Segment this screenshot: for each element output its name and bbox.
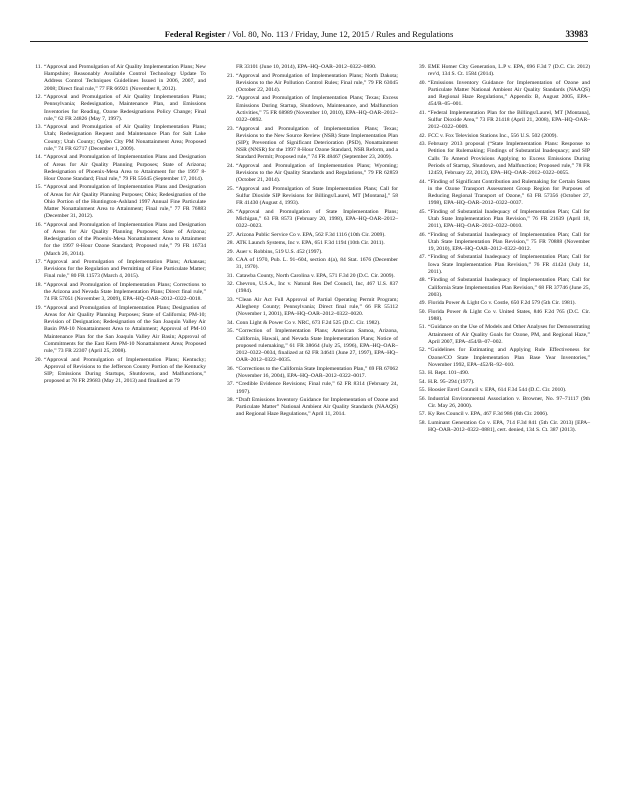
- reference-text: Ky Res Council v. EPA, 467 F.3d 986 (6th Cir. 2006).: [428, 411, 549, 418]
- reference-text: “Approval and Promulgation of Implementation Plans; Texas; Revisions to the New Source Review (NSR) State Implementation Plan (SIP); Prevention of Significant Deterioration (PSD), Nonattainment NSR (NNSR) for the 1997 8-Hour Ozone Standard, NSR Reform, and a Standard Permit; Proposed rule,” 74 FR 48467 (September 23, 2009).: [236, 125, 398, 161]
- reference-number: 39.: [419, 64, 426, 70]
- reference-entry: [414, 387, 590, 394]
- reference-text: “Draft Emissions Inventory Guidance for Implementation of Ozone and Particulate Matter” National Ambient Air Quality Standards (NAAQS) and Regional Haze Regulations,” April 11, 2014.: [236, 397, 398, 418]
- reference-text: “Approval and Promulgation of Implementation Plans; Arkansas; Revisions for the Regulation and Permitting of Fine Particulate Matter; Final rule,” 80 FR 11573 (March 4, 2015).: [44, 259, 206, 280]
- reference-entry: [222, 249, 398, 256]
- reference-text: H. Rept. 101–490.: [428, 370, 470, 377]
- reference-entry: [222, 232, 398, 239]
- reference-entry: [222, 281, 398, 295]
- reference-number: 57.: [419, 411, 426, 418]
- reference-entry: [414, 232, 590, 254]
- running-header: [30, 29, 588, 39]
- reference-text: Auer v. Robbins, 519 U.S. 452 (1997).: [236, 248, 323, 255]
- reference-entry: [414, 110, 590, 132]
- reference-number: 11.: [35, 64, 42, 70]
- reference-entry: [414, 64, 590, 78]
- reference-text: H.R. 95–294 (1977).: [428, 378, 475, 385]
- reference-text: “Approval and Promulgation of Implementation Plans; Wyoming; Revisions to the Air Quality Standards and Regulations,” 79 FR 62859 (October 21, 2014).: [236, 162, 398, 184]
- reference-entry: [414, 347, 590, 369]
- reference-entry: [222, 257, 398, 271]
- reference-number: 27.: [227, 231, 234, 238]
- reference-number: 22.: [227, 95, 234, 102]
- reference-number: 37.: [227, 381, 234, 388]
- reference-entry: [222, 366, 398, 380]
- reference-number: 48.: [419, 277, 426, 284]
- reference-entry: [414, 309, 590, 323]
- reference-entry: [222, 209, 398, 231]
- reference-entry: [30, 282, 206, 304]
- reference-number: 19.: [35, 304, 42, 311]
- reference-entry: [222, 126, 398, 162]
- reference-entry: [414, 254, 590, 276]
- reference-text: ATK Launch Systems, Inc v. EPA, 651 F.3d 1194 (10th Cir. 2011).: [236, 240, 385, 247]
- reference-text: CAA of 1970, Pub. L. 91–604, section 4(a), 84 Stat. 1676 (December 31, 1970).: [236, 257, 398, 271]
- reference-entry: [30, 124, 206, 153]
- reference-entry: [414, 141, 590, 177]
- reference-entry: [222, 64, 398, 71]
- reference-text: “Credible Evidence Revisions; Final rule,” 62 FR 8314 (February 24, 1997).: [236, 381, 398, 395]
- reference-number: 50.: [419, 308, 426, 315]
- reference-entry: [414, 300, 590, 307]
- reference-number: 43.: [419, 141, 426, 148]
- journal-name: Federal Register: [164, 29, 226, 39]
- reference-text: “Approval and Promulgation of Air Quality Implementation Plans; Utah; Redesignation Request and Maintenance Plan for Salt Lake County; Utah County; Ogden City PM Nonattainment Area; Proposed rule,” 74 FR 62717 (December 1, 2009).: [44, 124, 206, 152]
- reference-entry: [222, 186, 398, 208]
- reference-number: 46.: [419, 231, 426, 238]
- reference-entry: [30, 357, 206, 386]
- reference-number: 31.: [227, 272, 234, 279]
- reference-entry: [414, 209, 590, 231]
- reference-entry: [222, 163, 398, 185]
- reference-text: “Approval and Promulgation of Implementation Plans and Designation of Areas for Air Quality Planning Purposes; State of Arizona; Redesignation of Phoenix-Mesa Area to Attainment for the 1997 8-Hour Ozone Standard; Final rule,” 79 FR 55645 (September 17, 2014).: [44, 154, 206, 182]
- reference-text: FCC v. Fox Television Stations Inc., 556 U.S. 502 (2009).: [428, 132, 558, 139]
- reference-number: 44.: [419, 178, 426, 185]
- reference-number: 18.: [35, 281, 42, 288]
- reference-entry: [30, 305, 206, 355]
- reference-text: Arizona Public Service Co v. EPA, 562 F.3d 1116 (10th Cir. 2009).: [236, 231, 386, 238]
- reference-number: 20.: [35, 356, 42, 363]
- reference-text: Florida Power & Light Co v. United States, 846 F.2d 765 (D.C. Cir. 1988).: [428, 308, 590, 322]
- reference-entry: [30, 154, 206, 183]
- reference-number: 58.: [419, 419, 426, 426]
- reference-number: 13.: [35, 124, 42, 131]
- reference-text: February 2013 proposal (“State Implementation Plans: Response to Petition for Rulemaking; Findings of Substantial Inadequacy; and SIP Calls To Amend Provisions Applying to Excess Emissions During Periods of Startup, Shutdown, and Malfunction; Proposed rule,” 78 FR 12459, February 22, 2013), EPA–HQ–OAR–2012–0322–0055.: [428, 141, 590, 177]
- reference-text: FR 33101 (June 10, 2014), EPA–HQ–OAR–2012–0322–0890.: [236, 64, 377, 70]
- reference-text: “Finding of Significant Contribution and Rulemaking for Certain States in the Ozone Transport Assessment Group Region for Purposes of Reducing Regional Transport of Ozone,” 63 FR 57356 (October 27, 1998), EPA–HQ–OAR–2012–0322–0037.: [428, 178, 590, 207]
- reference-entry: [414, 277, 590, 299]
- reference-text: “Finding of Substantial Inadequacy of Implementation Plan; Call for California State Implementation Plan Revision,” 68 FR 37746 (June 25, 2003).: [428, 277, 590, 298]
- reference-number: 34.: [227, 319, 234, 326]
- reference-column-1: [30, 64, 206, 387]
- reference-entry: [30, 259, 206, 281]
- reference-number: 17.: [35, 259, 42, 266]
- reference-number: 49.: [419, 300, 426, 307]
- reference-entry: [222, 328, 398, 364]
- reference-number: 21.: [227, 72, 234, 79]
- reference-number: 45.: [419, 208, 426, 215]
- reference-text: EME Homer City Generation, L.P v. EPA, 696 F.3d 7 (D.C. Cir. 2012) rev'd, 134 S. Ct. 1584 (2014).: [428, 64, 590, 78]
- reference-number: 14.: [35, 154, 42, 161]
- reference-text: “Approval and Promulgation of Air Quality Implementation Plans; New Hampshire; Reasonably Available Control Technology Update To Address Control Techniques Guidelines Issued in 2006, 2007, and 2008; Direct final rule,” 77 FR 66921 (November 8, 2012).: [44, 64, 206, 92]
- reference-number: 29.: [227, 248, 234, 255]
- reference-number: 26.: [227, 208, 234, 215]
- reference-number: 25.: [227, 185, 234, 192]
- reference-entry: [222, 95, 398, 124]
- reference-number: 40.: [419, 79, 426, 86]
- reference-text: “Approval and Promulgation of State Implementation Plans; Call for Sulfur Dioxide SIP Revisions for Billings/Laurel, MT [Montana],” 58 FR 41430 (August 4, 1993).: [236, 185, 398, 207]
- reference-entry: [222, 73, 398, 95]
- reference-number: 52.: [419, 347, 426, 354]
- reference-entry: [414, 179, 590, 208]
- reference-number: 12.: [35, 94, 42, 101]
- page-number: 33983: [565, 29, 588, 39]
- reference-text: “Guidelines for Estimating and Applying Rule Effectiveness for Ozone/CO State Implementation Plan Base Year Inventories,” November 1992, EPA–452/R–92–010.: [428, 347, 590, 368]
- reference-entry: [30, 94, 206, 123]
- reference-entry: [222, 397, 398, 419]
- reference-entry: [222, 273, 398, 280]
- issue-details: / Vol. 80, No. 113 / Friday, June 12, 2015 / Rules and Regulations: [227, 29, 454, 39]
- reference-text: Hoosier Envtl Council v. EPA, 614 F.3d 544 (D.C. Cir. 2010).: [428, 387, 567, 394]
- reference-number: 24.: [227, 162, 234, 169]
- reference-number: 53.: [419, 370, 426, 377]
- reference-number: 15.: [35, 184, 42, 191]
- reference-text: “Approval and Promulgation of Implementation Plans; North Dakota; Revisions to the Air Pollution Control Rules; Final rule,” 79 FR 63045 (October 22, 2014).: [236, 72, 398, 93]
- reference-entry: [222, 381, 398, 395]
- reference-text: Catawba County, North Carolina v. EPA, 571 F.3d 20 (D.C. Cir. 2009).: [236, 272, 395, 279]
- reference-number: 16.: [35, 221, 42, 228]
- reference-number: 35.: [227, 328, 234, 335]
- reference-text: “Guidance on the Use of Models and Other Analyses for Demonstrating Attainment of Air Quality Goals for Ozone, PM, and Regional Haze,” April 2007, EPA–454/B–07–002.: [428, 324, 590, 345]
- reference-text: “Emissions Inventory Guidance for Implementation of Ozone and Particulate Matter National Ambient Air Quality Standards (NAAQS) and Regional Haze Regulations,” Appendix B, August 2005, EPA–454/R–05–001.: [428, 79, 590, 108]
- reference-entry: [222, 240, 398, 247]
- reference-text: “Approval and Promulgation of Air Quality Implementation Plans; Pennsylvania; Redesignation, Maintenance Plan, and Emissions Inventories for Reading, Ozone Redesignations Policy Change; Final rule,” 62 FR 24826 (May 7, 1997).: [44, 94, 206, 122]
- reference-number: 56.: [419, 395, 426, 402]
- reference-number: 32.: [227, 281, 234, 288]
- reference-text: “Finding of Substantial Inadequacy of Implementation Plan; Call for Iowa State Implementation Plan Revision,” 76 FR 41424 (July 14, 2011).: [428, 254, 590, 275]
- reference-text: “Finding of Substantial Inadequacy of Implementation Plan; Call for Utah State Implementation Plan Revision,” 76 FR 21639 (April 18, 2011), EPA–HQ–OAR–2012–0322–0010.: [428, 208, 590, 230]
- reference-text: “Approval and Promulgation of Implementation Plans and Designation of Areas for Air Quality Planning Purposes; Ohio; Redesignation of the Ohio Portion of the Huntington-Ashland 1997 Annual Fine Particulate Matter Nonattainment Area to Attainment; Final rule,” 77 FR 76883 (December 31, 2012).: [44, 184, 206, 220]
- reference-entry: [414, 411, 590, 418]
- reference-entry: [414, 420, 590, 434]
- page-header: [30, 29, 588, 42]
- reference-text: “Approval and Promulgation of Implementation Plans; Corrections to the Arizona and Nevada State Implementation Plans; Direct final rule,” 74 FR 57051 (November 3, 2009), EPA–HQ–OAR–2012–0322–0018.: [44, 281, 206, 303]
- reference-text: “Approval and Promulgation of Implementation Plans; Texas; Excess Emissions During Startup, Shutdown, Maintenance, and Malfunction Activities,” 75 FR 68989 (November 10, 2010), EPA–HQ–OAR–2012–0322–0892.: [236, 95, 398, 124]
- reference-number: 55.: [419, 387, 426, 394]
- reference-entry: [414, 133, 590, 140]
- reference-entry: [30, 184, 206, 220]
- reference-text: “Approval and Promulgation of Implementation Plans; Designation of Areas for Air Quality Planning Purposes; State of California; PM-10; Revision of Designation; Redesignation of the San Joaquin Valley Air Basin PM-10 Nonattainment Area to Attainment; Approval of PM-10 Maintenance Plan for the San Joaquin Valley Air Basin; Approval of Commitments for the East Kern PM-10 Nonattainment Area; Proposed rule,” 73 FR 22307 (April 25, 2008).: [44, 304, 206, 355]
- reference-entry: [414, 80, 590, 109]
- reference-text: “Approval and Promulgation of Implementation Plans; Kentucky; Approval of Revisions to the Jefferson County Portion of the Kentucky SIP; Emissions During Startups, Shutdowns, and Malfunctions,” proposed at 78 FR 29683 (May 21, 2013) and finalized at 79: [44, 356, 206, 385]
- reference-number: 23.: [227, 125, 234, 132]
- reference-text: “Finding of Substantial Inadequacy of Implementation Plan; Call for Utah State Implementation Plan Revision,” 75 FR 70888 (November 19, 2010), EPA–HQ–OAR–2012–0322–0012.: [428, 231, 590, 252]
- reference-text: “Approval and Promulgation of Implementation Plans and Designation of Areas for Air Quality Planning Purposes; State of Arizona; Redesignation of the Phoenix-Mesa Nonattainment Area to Attainment for the 1997 8-Hour Ozone Standard; Proposed rule,” 79 FR 16734 (March 26, 2014).: [44, 221, 206, 257]
- reference-entry: [414, 396, 590, 410]
- reference-column-3: [414, 64, 590, 436]
- reference-text: “Federal Implementation Plan for the Billings/Laurel, MT [Montana], Sulfur Dioxide Area,” 73 FR 21418 (April 21, 2008), EPA–HQ–OAR–2012–0322–0009.: [428, 109, 590, 131]
- reference-entry: [30, 64, 206, 93]
- reference-text: “Approval and Promulgation of State Implementation Plans; Michigan,” 63 FR 8573 (February 20, 1998), EPA–HQ–OAR–2012–0322–0023.: [236, 208, 398, 230]
- reference-number: 42.: [419, 132, 426, 139]
- reference-number: 38.: [227, 397, 234, 404]
- reference-entry: [30, 222, 206, 258]
- reference-text: Luminant Generation Co v. EPA, 714 F.3d 841 (5th Cir. 2013) [EPA–HQ–OAR–2012–0322–0881], cert. denied, 134 S. Ct. 387 (2013).: [428, 419, 590, 434]
- reference-number: 41.: [419, 109, 426, 116]
- reference-number: 51.: [419, 324, 426, 331]
- reference-entry: [414, 324, 590, 346]
- reference-entry: [414, 370, 590, 377]
- reference-number: 36.: [227, 365, 234, 372]
- reference-text: Conn Light & Power Co v. NRC, 673 F.2d 525 (D.C. Cir. 1982).: [236, 319, 381, 326]
- reference-entry: [414, 379, 590, 386]
- reference-number: 54.: [419, 378, 426, 385]
- reference-text: Chevron, U.S.A., Inc v. Natural Res Def Council, Inc, 467 U.S. 837 (1984).: [236, 281, 398, 295]
- reference-number: 30.: [227, 257, 234, 264]
- reference-text: “Clean Air Act Full Approval of Partial Operating Permit Program; Allegheny County; Pennsylvania; Direct final rule,” 66 FR 55112 (November 1, 2001), EPA–HQ–OAR–2012–0322–0020.: [236, 296, 398, 318]
- reference-text: Industrial Environmental Association v. Browner, No. 97–71117 (9th Cir. May 26, 2000).: [428, 395, 590, 409]
- reference-number: 47.: [419, 254, 426, 261]
- reference-entry: [222, 320, 398, 327]
- reference-entry: [222, 297, 398, 319]
- reference-text: “Correction of Implementation Plans; American Samoa, Arizona, California, Hawaii, and Nevada State Implementation Plans; Notice of proposed rulemaking,” 61 FR 38664 (July 25, 1996), EPA–HQ–OAR–2012–0322–0034, finalized at 62 FR 34641 (June 27, 1997), EPA–HQ–OAR–2012–0322–0035.: [236, 328, 398, 364]
- reference-column-2: [222, 64, 398, 420]
- reference-number: 33.: [227, 296, 234, 303]
- reference-text: “Corrections to the California State Implementation Plan,” 69 FR 67062 (November 16, 2004), EPA–HQ–OAR–2012–0322–0017.: [236, 365, 398, 379]
- reference-text: Florida Power & Light Co v. Costle, 650 F.2d 579 (5th Cir. 1981).: [428, 300, 576, 307]
- reference-number: 28.: [227, 240, 234, 247]
